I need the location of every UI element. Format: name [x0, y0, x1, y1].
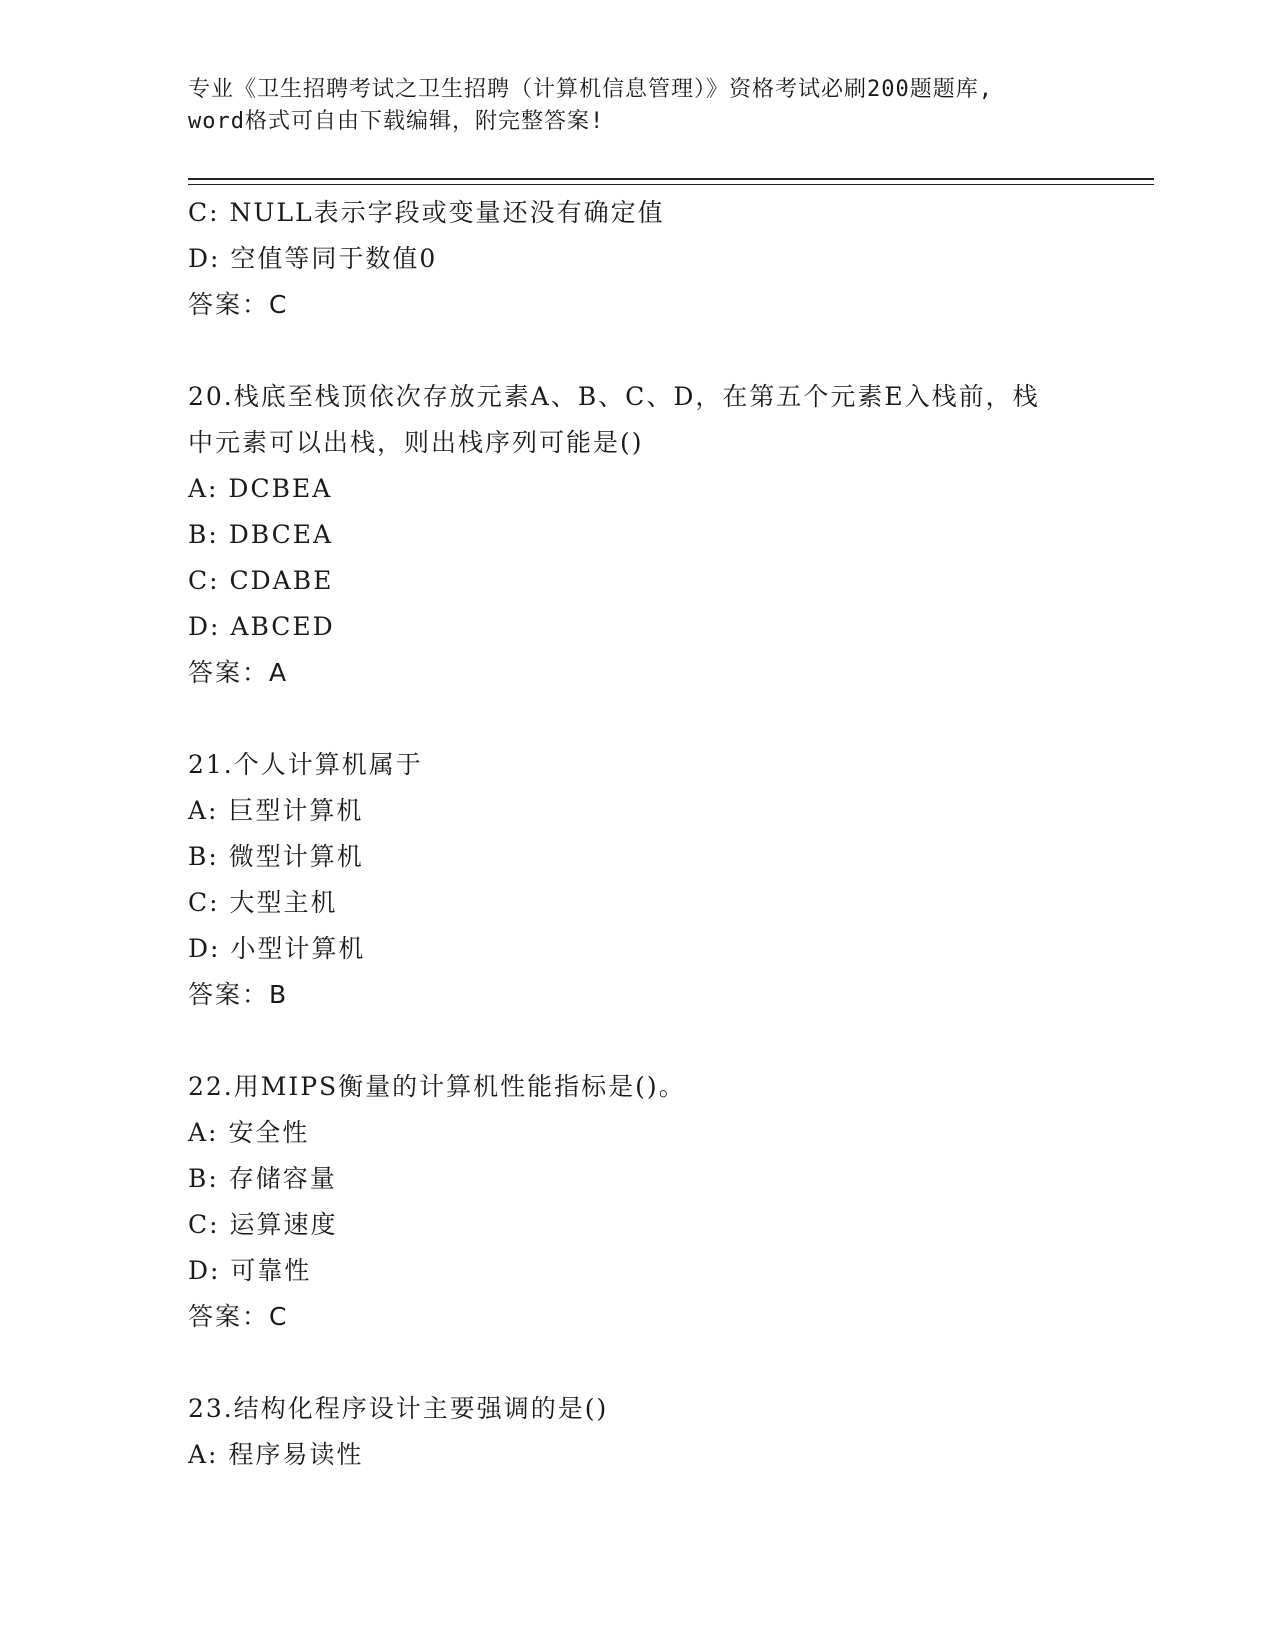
- spacer: [188, 696, 1128, 742]
- answer-line: 答案：C: [188, 290, 289, 319]
- question-list: [188, 190, 1128, 1478]
- option-a: A: 安全性: [188, 1118, 310, 1147]
- answer-line: 答案：A: [188, 658, 289, 687]
- answer-line: 答案：C: [188, 1302, 289, 1331]
- question-stem: 21.个人计算机属于: [188, 750, 423, 779]
- question-stem: 22.用MIPS衡量的计算机性能指标是()。: [188, 1072, 686, 1101]
- spacer: [188, 1018, 1128, 1064]
- option-b: B: DBCEA: [188, 520, 334, 549]
- option-c: C: NULL表示字段或变量还没有确定值: [188, 198, 665, 227]
- header-title-line-2: word格式可自由下载编辑，附完整答案!: [188, 109, 605, 134]
- option-a: A: DCBEA: [188, 474, 333, 503]
- option-c: C: CDABE: [188, 566, 334, 595]
- header-divider-thin: [188, 184, 1154, 185]
- option-a: A: 巨型计算机: [188, 796, 364, 825]
- option-d: D: 小型计算机: [188, 934, 366, 963]
- option-c: C: 运算速度: [188, 1210, 338, 1239]
- header-title-line-1: 专业《卫生招聘考试之卫生招聘（计算机信息管理）》资格考试必刷200题题库,: [188, 77, 993, 102]
- question-stem: 20.栈底至栈顶依次存放元素A、B、C、D，在第五个元素E入栈前，栈: [188, 382, 1040, 411]
- header-divider-thick: [188, 178, 1154, 180]
- option-b: B: 存储容量: [188, 1164, 337, 1193]
- question-stem-continued: 中元素可以出栈，则出栈序列可能是(): [188, 428, 644, 457]
- option-d: D: ABCED: [188, 612, 335, 641]
- option-d: D: 空值等同于数值0: [188, 244, 438, 273]
- spacer: [188, 328, 1128, 374]
- option-a: A: 程序易读性: [188, 1440, 364, 1469]
- question-stem: 23.结构化程序设计主要强调的是(): [188, 1394, 609, 1423]
- option-d: D: 可靠性: [188, 1256, 312, 1285]
- option-c: C: 大型主机: [188, 888, 338, 917]
- option-b: B: 微型计算机: [188, 842, 364, 871]
- spacer: [188, 1340, 1128, 1386]
- answer-line: 答案：B: [188, 980, 289, 1009]
- page-header: [188, 74, 1088, 138]
